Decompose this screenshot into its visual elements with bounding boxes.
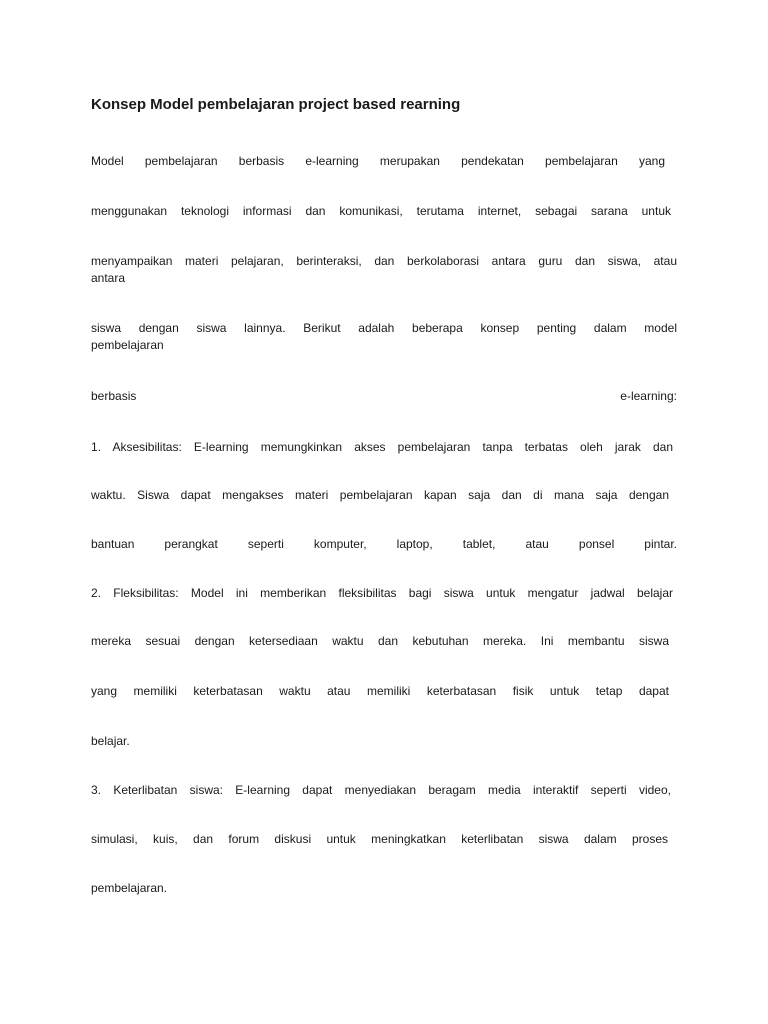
text-line: 2. Fleksibilitas: Model ini memberikan fleksibilitas bagi siswa untuk mengatur jadwal belajar	[91, 586, 673, 600]
text-line: berbasis e-learning:	[91, 389, 677, 403]
text-line: siswa dengan siswa lainnya. Berikut adalah beberapa konsep penting dalam model	[91, 321, 677, 335]
text-line: pembelajaran	[91, 338, 164, 352]
text-line: 1. Aksesibilitas: E-learning memungkinkan akses pembelajaran tanpa terbatas oleh jarak dan	[91, 440, 673, 454]
text-line: yang memiliki keterbatasan waktu atau memiliki keterbatasan fisik untuk tetap dapat	[91, 684, 669, 698]
text-line: pembelajaran.	[91, 881, 168, 895]
text-line: mereka sesuai dengan ketersediaan waktu dan kebutuhan mereka. Ini membantu siswa	[91, 634, 669, 648]
text-line: belajar.	[91, 734, 130, 748]
text-line: menggunakan teknologi informasi dan komunikasi, terutama internet, sebagai sarana untuk	[91, 204, 671, 218]
text-line: simulasi, kuis, dan forum diskusi untuk meningkatkan keterlibatan siswa dalam proses	[91, 832, 668, 846]
text-line: waktu. Siswa dapat mengakses materi pembelajaran kapan saja dan di mana saja dengan	[91, 488, 669, 502]
document-title: Konsep Model pembelajaran project based rearning	[91, 96, 461, 113]
text-line: bantuan perangkat seperti komputer, laptop, tablet, atau ponsel pintar.	[91, 537, 677, 551]
text-line: menyampaikan materi pelajaran, berinteraksi, dan berkolaborasi antara guru dan siswa, atau	[91, 254, 677, 268]
text-line: Model pembelajaran berbasis e-learning merupakan pendekatan pembelajaran yang	[91, 154, 665, 168]
text-line: antara	[91, 271, 126, 285]
text-line: 3. Keterlibatan siswa: E-learning dapat menyediakan beragam media interaktif seperti video,	[91, 783, 671, 797]
